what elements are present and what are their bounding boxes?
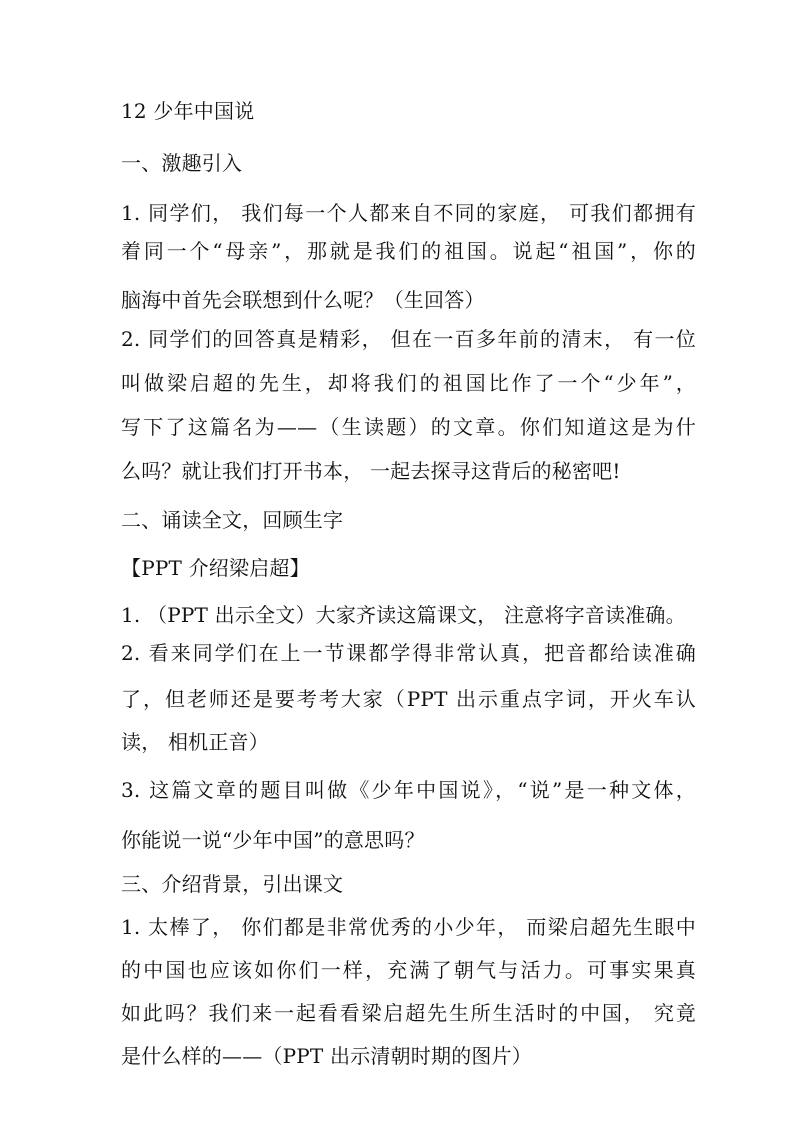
paragraph-line: 是什么样的——（PPT 出示清朝时期的图片） (121, 1044, 533, 1068)
document-title: 12 少年中国说 (121, 99, 255, 123)
paragraph-line: 脑海中首先会联想到什么呢？（生回答） (121, 288, 485, 312)
paragraph-line: 2. 同学们的回答真是精彩， 但在一百多年前的清末， 有一位 (121, 327, 696, 351)
paragraph-line: 2. 看来同学们在上一节课都学得非常认真，把音都给读准确 (121, 641, 696, 665)
section-heading: 一、激趣引入 (121, 151, 243, 175)
paragraph-line: 叫做梁启超的先生，却将我们的祖国比作了一个“少年”， (121, 371, 696, 395)
paragraph-line: 么吗？就让我们打开书本， 一起去探寻这背后的秘密吧! (121, 459, 621, 483)
paragraph-line: 读， 相机正音） (121, 730, 269, 754)
paragraph-line: 的中国也应该如你们一样，充满了朝气与活力。可事实果真 (121, 958, 696, 982)
section-heading: 三、介绍背景，引出课文 (121, 872, 344, 896)
paragraph-line: 如此吗？我们来一起看看梁启超先生所生活时的中国， 究竟 (121, 1001, 696, 1025)
paragraph-line: 着同一个“母亲”，那就是我们的祖国。说起“祖国”，你的 (121, 239, 696, 263)
paragraph-line: 3. 这篇文章的题目叫做《少年中国说》，“说”是一种文体， (121, 778, 696, 802)
section-heading: 二、诵读全文，回顾生字 (121, 508, 344, 532)
paragraph-line: 你能说一说“少年中国”的意思吗？ (121, 828, 425, 852)
paragraph-line: 1. 太棒了， 你们都是非常优秀的小少年， 而梁启超先生眼中 (121, 915, 696, 939)
ppt-note: 【PPT 介绍梁启超】 (121, 556, 310, 580)
paragraph-line: 1. （PPT 出示全文）大家齐读这篇课文， 注意将字音读准确。 (121, 603, 686, 627)
paragraph-line: 1. 同学们， 我们每一个人都来自不同的家庭， 可我们都拥有 (121, 201, 696, 225)
paragraph-line: 了，但老师还是要考考大家（PPT 出示重点字词，开火车认 (121, 687, 696, 711)
paragraph-line: 写下了这篇名为——（生读题）的文章。你们知道这是为什 (121, 415, 696, 439)
